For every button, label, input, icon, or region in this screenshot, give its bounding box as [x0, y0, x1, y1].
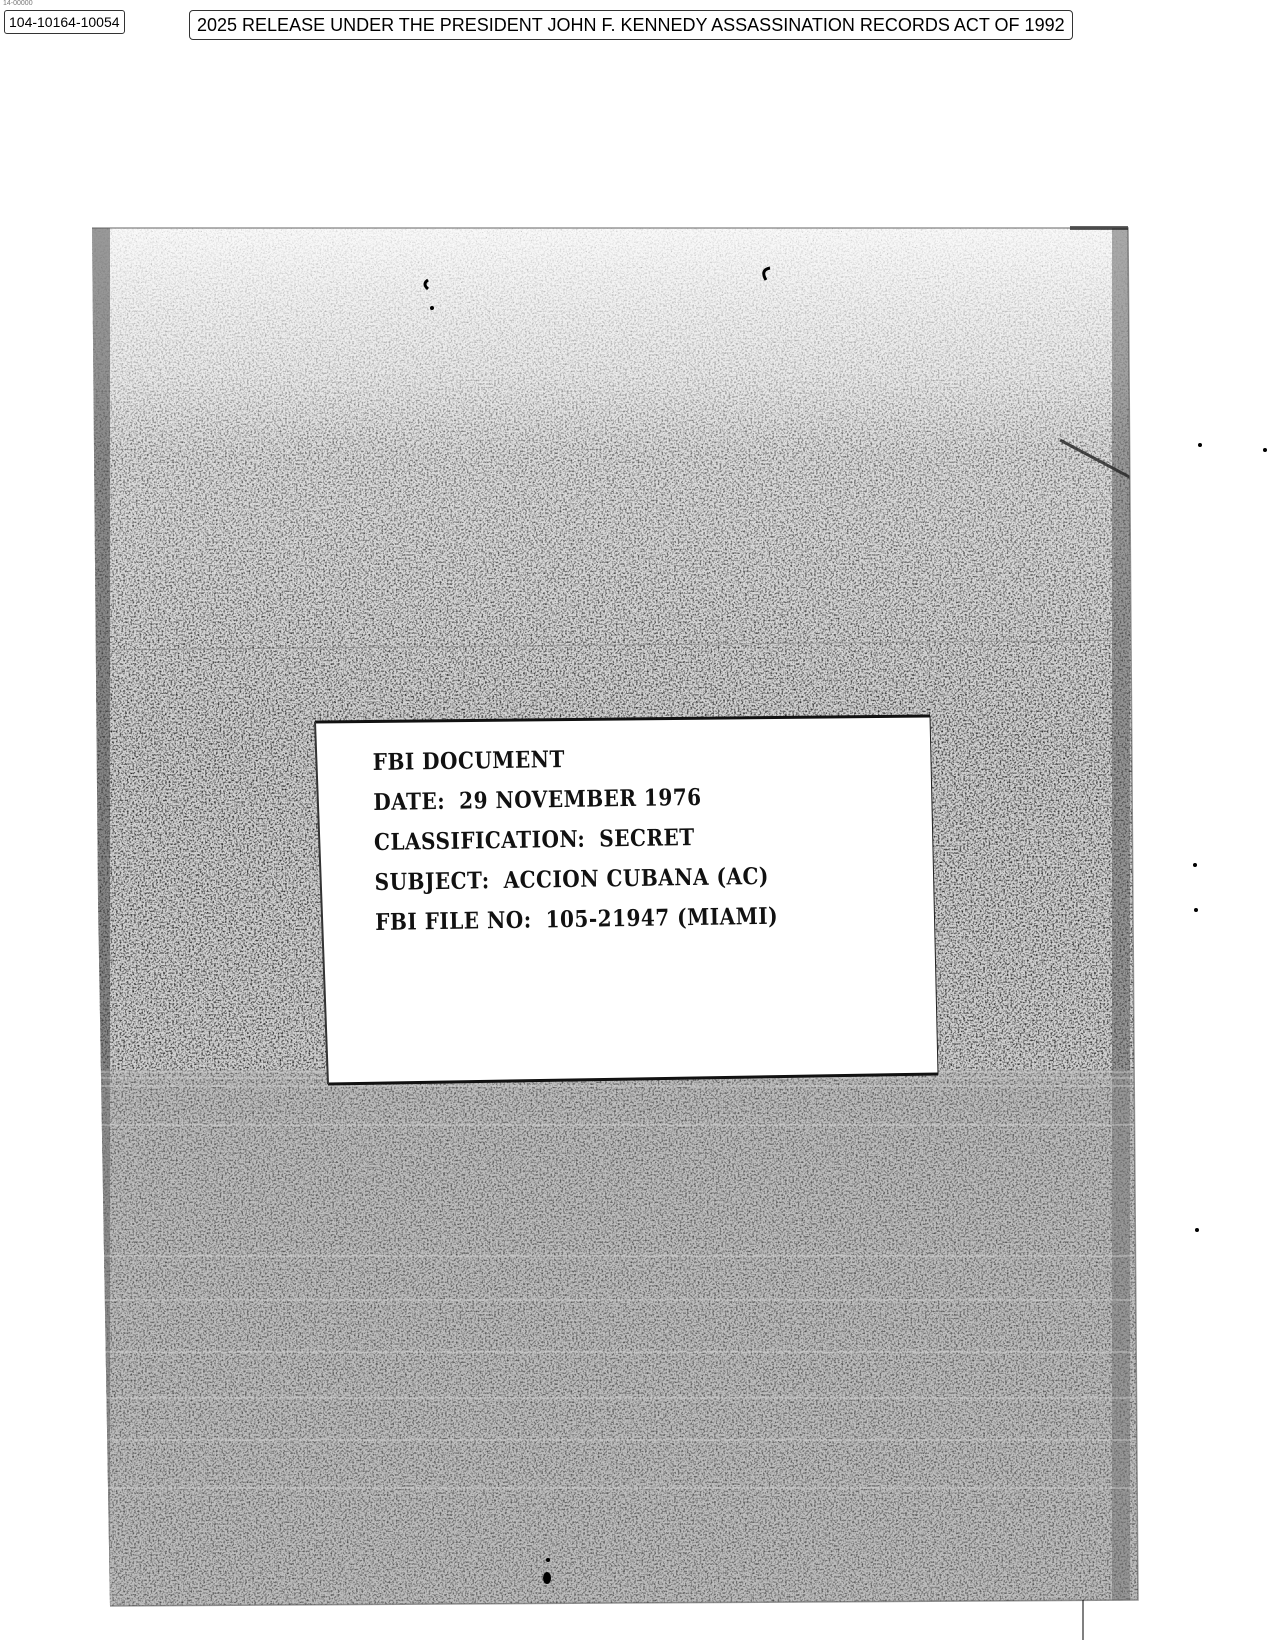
- card-title: FBI DOCUMENT: [372, 745, 566, 776]
- card-file-number-line: [375, 902, 778, 936]
- classification-label: CLASSIFICATION:: [373, 824, 586, 856]
- document-id-box: 104-10164-10054: [4, 10, 125, 34]
- classification-value: SECRET: [599, 823, 695, 853]
- date-value: 29 NOVEMBER 1976: [458, 783, 702, 815]
- subject-value: ACCION CUBANA (AC): [503, 861, 770, 894]
- card-date-line: [373, 783, 702, 816]
- card-subject-line: [374, 862, 769, 896]
- label-card: [314, 717, 940, 1087]
- subject-label: SUBJECT:: [374, 866, 490, 896]
- card-classification-line: [374, 823, 695, 856]
- date-label: DATE:: [373, 787, 446, 816]
- release-banner: 2025 RELEASE UNDER THE PRESIDENT JOHN F. KENNEDY ASSASSINATION RECORDS ACT OF 1992: [189, 10, 1073, 40]
- file-number-value: 105-21947 (MIAMI): [545, 901, 779, 934]
- page-reference-number: 14-00000: [3, 0, 33, 7]
- file-number-label: FBI FILE NO:: [375, 905, 532, 936]
